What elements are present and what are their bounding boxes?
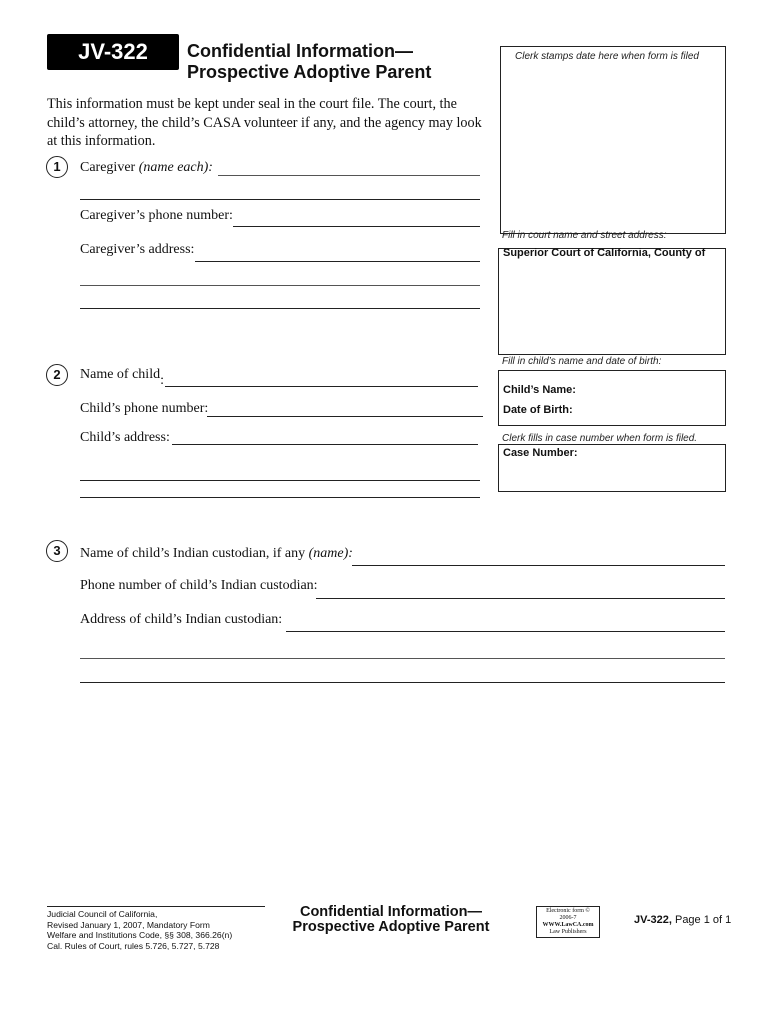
footer-page-number: Page 1 of 1 [671,914,732,926]
custodian-name-hint: (name): [308,546,353,561]
footer-line-1: Judicial Council of California, [47,909,158,919]
child-name-label-text: Name of child [80,367,161,382]
child-address-line-1[interactable] [172,444,478,445]
custodian-address-line-3[interactable] [80,682,725,683]
child-phone-label: Child’s phone number: [80,401,209,416]
stamp-line-2: WWW.LawCA.com [542,922,594,928]
form-number-badge: JV-322 [47,34,179,70]
stamp-line-1: Electronic form © 2006-7 [546,908,590,921]
footer-title-line-2: Prospective Adoptive Parent [292,919,490,935]
section-1-number: 1 [46,156,68,178]
caregiver-label-text: Caregiver [80,160,136,175]
clerk-stamp-box [500,46,726,234]
footer-page-info [634,914,731,926]
footer-rule [47,906,265,907]
form-title [187,41,431,83]
footer-form-number: JV-322, [634,914,672,926]
stamp-line-3: Law Publishers [549,929,587,935]
court-name-label: Superior Court of California, County of [503,247,706,259]
child-address-line-2[interactable] [80,480,480,481]
title-line-2: Prospective Adoptive Parent [187,62,432,82]
caregiver-name-line-2[interactable] [80,199,480,200]
caregiver-name-line-1[interactable] [218,175,480,176]
footer-citation [47,909,232,951]
child-phone-line[interactable] [207,416,483,417]
caregiver-hint: (name each): [138,160,213,175]
clerk-stamp-note: Clerk stamps date here when form is filed [515,51,699,62]
child-name-line[interactable] [165,386,478,387]
custodian-address-line-1[interactable] [286,631,725,632]
custodian-address-label: Address of child’s Indian custodian: [80,612,283,627]
section-2-number: 2 [46,364,68,386]
child-info-note: Fill in child’s name and date of birth: [502,356,662,367]
child-name-field-label [80,367,164,388]
publisher-stamp [536,906,600,938]
custodian-address-line-2[interactable] [80,658,725,659]
custodian-name-line[interactable] [352,565,725,566]
custodian-phone-label: Phone number of child’s Indian custodian: [80,578,318,593]
caregiver-phone-label: Caregiver’s phone number: [80,208,233,223]
section-3-number: 3 [46,540,68,562]
custodian-name-label-text: Name of child’s Indian custodian, if any [80,546,306,561]
child-name-colon: : [160,373,164,388]
case-number-label: Case Number: [503,447,578,459]
child-address-label: Child’s address: [80,430,170,445]
custodian-phone-line[interactable] [316,598,725,599]
title-line-1: Confidential Information— [187,41,413,61]
child-info-box[interactable] [498,370,726,426]
caregiver-address-label: Caregiver’s address: [80,242,195,257]
case-number-note: Clerk fills in case number when form is filed. [502,433,698,444]
caregiver-address-line-3[interactable] [80,308,480,309]
court-name-box[interactable] [498,248,726,355]
date-of-birth-label: Date of Birth: [503,404,573,416]
court-name-note: Fill in court name and street address: [502,230,667,241]
footer-line-3: Welfare and Institutions Code, §§ 308, 366.26(n) [47,930,233,940]
caregiver-address-line-2[interactable] [80,285,480,286]
intro-paragraph: This information must be kept under seal in the court file. The court, the child’s attorney, the child’s CASA volunteer if any, and the agency may look at this information. [47,96,482,149]
child-address-line-3[interactable] [80,497,480,498]
custodian-name-label [80,546,353,562]
footer-line-2: Revised January 1, 2007, Mandatory Form [47,919,210,930]
caregiver-label [80,160,213,176]
footer-title-line-1: Confidential Information— [299,904,483,920]
child-name-label: Child’s Name: [503,384,576,396]
caregiver-address-line-1[interactable] [195,261,480,262]
footer-title [276,905,506,935]
caregiver-phone-line[interactable] [233,226,480,227]
footer-line-4: Cal. Rules of Court, rules 5.726, 5.727, 5.728 [47,940,220,951]
